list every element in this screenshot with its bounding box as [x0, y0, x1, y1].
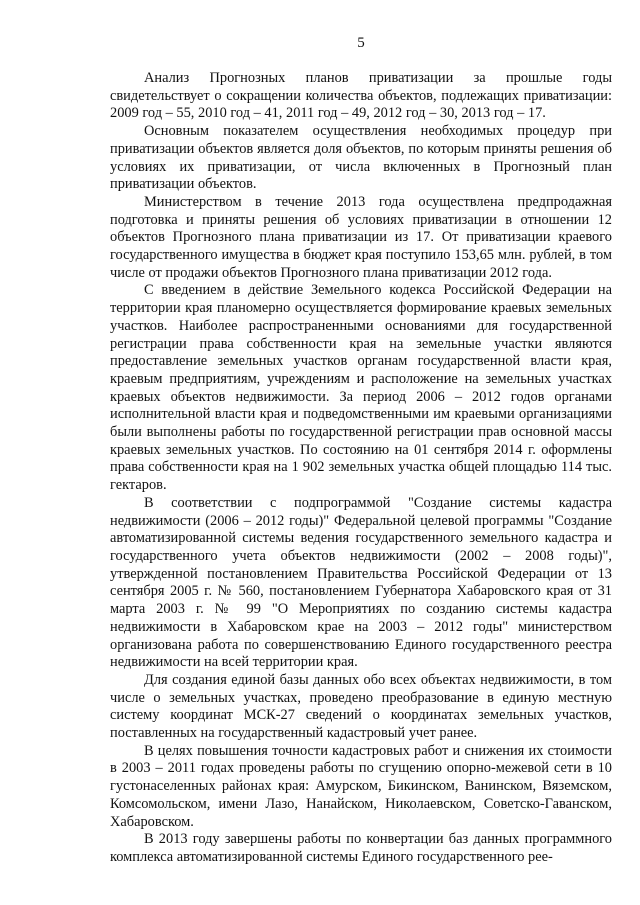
paragraph-unified-database: Для создания единой базы данных обо всех объектах недвижимости, в том числе о земельных участках, проведено преобразование в единую местную систему координат МСК-27 сведений о координатах земельных участков, поставленных на государственный кадастровый учет ранее.	[110, 671, 612, 742]
paragraph-privatization-analysis: Анализ Прогнозных планов приватизации за прошлые годы свидетельствует о сокращении количества объектов, подлежащих приватизации: 2009 год – 55, 2010 год – 41, 2011 год – 49, 2012 год – 30, 2013 год – 17.	[110, 70, 612, 122]
page-number: 5	[357, 35, 365, 51]
paragraph-survey-network: В целях повышения точности кадастровых работ и снижения их стоимости в 2003 – 2011 годах проведены работы по сгущению опорно-межевой сети в 10 густонаселенных районах края: Амурском, Бикинском, Ванинском, Вяземском, Комсомольском, имени Лазо, Нанайском, Николаевском, Советско-Гаванском, Хабаровском.	[110, 742, 612, 830]
paragraph-cadastre-program: В соответствии с подпрограммой "Создание системы кадастра недвижимости (2006 – 2012 годы)" Федеральной целевой программы "Создание автоматизированной системы ведения государственного земельного кадастра и государственного учета объектов недвижимости (2002 – 2008 годы)", утвержденной постановлением Правительства Российской Федерации от 13 сентября 2005 г. № 560, постановлением Губернатора Хабаровского края от 31 марта 2003 г. № 99 "О Мероприятиях по созданию системы кадастра недвижимости в Хабаровском крае на 2003 – 2012 годы" министерством организована работа по совершенствованию Единого государственного реестра недвижимости на всей территории края.	[110, 494, 612, 671]
paragraph-main-indicator: Основным показателем осуществления необходимых процедур при приватизации объектов является доля объектов, по которым приняты решения об условиях их приватизации, от числа включенных в Прогнозный план приватизации объектов.	[110, 123, 612, 193]
paragraph-land-code: С введением в действие Земельного кодекса Российской Федерации на территории края планомерно осуществляется формирование краевых земельных участков. Наиболее распространенными основаниями для государственной регистрации права собственности края на земельные участки являются предоставление земельных участков органам государственной власти края, краевым предприятиям, учреждениям и расположение на земельных участках краевых объектов недвижимости. За период 2006 – 2012 годов органами исполнительной власти края и подведомственными им краевыми организациями были выполнены работы по государственной регистрации прав основной массы краевых земельных участков. По состоянию на 01 сентября 2014 г. оформлены права собственности края на 1 902 земельных участка общей площадью 114 тыс. гектаров.	[110, 282, 612, 494]
paragraph-conversion-2013: В 2013 году завершены работы по конвертации баз данных программного комплекса автоматизированной системы Единого государственного рее-	[110, 831, 612, 865]
paragraph-ministry-2013: Министерством в течение 2013 года осуществлена предпродажная подготовка и приняты решения об условиях приватизации в отношении 12 объектов Прогнозного плана приватизации из 17. От приватизации краевого государственного имущества в бюджет края поступило 153,65 млн. рублей, в том числе от продажи объектов Прогнозного плана приватизации 2012 года.	[110, 193, 612, 281]
